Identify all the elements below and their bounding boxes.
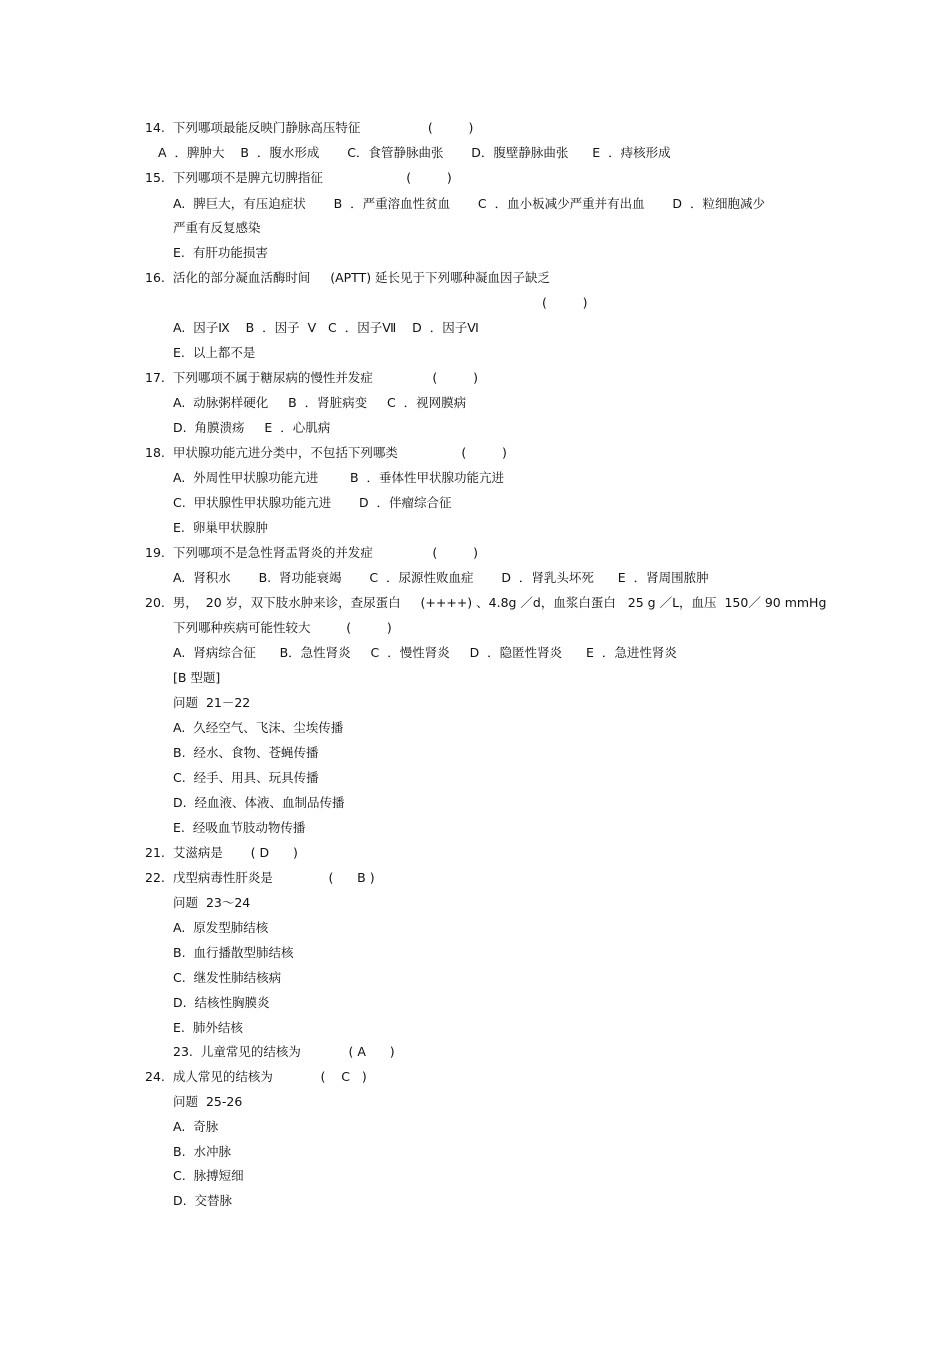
text-line: 14. 下列哪项最能反映门静脉高压特征 ( ) xyxy=(145,120,474,135)
text-line: D. 结核性胸膜炎 xyxy=(173,995,270,1010)
text-line: 16. 活化的部分凝血活酶时间 (APTT) 延长见于下列哪种凝血因子缺乏 xyxy=(145,270,551,285)
text-line: A ．脾肿大 B ．腹水形成 C．食管静脉曲张 D．腹壁静脉曲张 E ．痔核形成 xyxy=(158,145,671,160)
text-line: A. 奇脉 xyxy=(173,1119,219,1134)
text-line: B. 血行播散型肺结核 xyxy=(173,945,294,960)
text-line: A. 外周性甲状腺功能亢进 B ．垂体性甲状腺功能亢进 xyxy=(173,470,505,485)
text-line: C. 继发性肺结核病 xyxy=(173,970,282,985)
text-line: A. 脾巨大，有压迫症状 B ．严重溶血性贫血 C ．血小板减少严重并有出血 D ．粒细胞减少 xyxy=(173,196,765,211)
text-line: B. 水冲脉 xyxy=(173,1144,231,1159)
text-line: D. 角膜溃疡 E ．心肌病 xyxy=(173,420,331,435)
text-line: C. 经手、用具、玩具传播 xyxy=(173,770,319,785)
text-line: A. 原发型肺结核 xyxy=(173,920,269,935)
text-line: E. 经吸血节肢动物传播 xyxy=(173,820,306,835)
text-line: A. 因子Ⅸ B ．因子 V C ．因子Ⅶ D ．因子Ⅵ xyxy=(173,320,479,335)
text-line: 17. 下列哪项不属于糖尿病的慢性并发症 ( ) xyxy=(145,370,478,385)
text-line: A. 久经空气、飞沫、尘埃传播 xyxy=(173,720,344,735)
text-line: A. 肾病综合征 B．急性肾炎 C ．慢性肾炎 D ．隐匿性肾炎 E ．急进性肾炎 xyxy=(173,645,677,660)
text-line: 24. 成人常见的结核为 ( C ) xyxy=(145,1069,367,1084)
text-line: [B 型题] xyxy=(173,670,221,685)
text-line: 21. 艾滋病是 ( D ) xyxy=(145,845,298,860)
text-line: D. 交替脉 xyxy=(173,1193,233,1208)
text-line: B. 经水、食物、苍蝇传播 xyxy=(173,745,319,760)
text-line: E. 以上都不是 xyxy=(173,345,256,360)
text-line: 严重有反复感染 xyxy=(173,220,261,235)
text-line: A. 肾积水 B. 肾功能衰竭 C ．尿源性败血症 D ．肾乳头坏死 E ．肾周围脓肿 xyxy=(173,570,709,585)
text-line: 问题 25-26 xyxy=(173,1094,243,1109)
text-line: 22. 戊型病毒性肝炎是 ( B ) xyxy=(145,870,375,885)
text-line: D. 经血液、体液、血制品传播 xyxy=(173,795,345,810)
text-line: C. 甲状腺性甲状腺功能亢进 D ．伴瘤综合征 xyxy=(173,495,452,510)
text-line: 23. 儿童常见的结核为 ( A ) xyxy=(173,1044,395,1059)
text-line: 问题 21－22 xyxy=(173,695,251,710)
text-line: 下列哪种疾病可能性较大 ( ) xyxy=(173,620,392,635)
text-line: E. 肺外结核 xyxy=(173,1020,243,1035)
text-line: 18. 甲状腺功能亢进分类中，不包括下列哪类 ( ) xyxy=(145,445,507,460)
text-line: A. 动脉粥样硬化 B ．肾脏病变 C ．视网膜病 xyxy=(173,395,467,410)
text-line: 问题 23～24 xyxy=(173,895,251,910)
text-line: C. 脉搏短细 xyxy=(173,1168,244,1183)
text-line: ( ) xyxy=(542,295,588,310)
text-line: E. 有肝功能损害 xyxy=(173,245,268,260)
text-line: 20. 男， 20 岁，双下肢水肿来诊，查尿蛋白 (++++) 、4.8g ／d，血浆白蛋白 25 g ／L，血压 150／ 90 mmHg xyxy=(145,595,827,610)
text-line: 15. 下列哪项不是脾亢切脾指征 ( ) xyxy=(145,170,452,185)
text-line: E. 卵巢甲状腺肿 xyxy=(173,520,268,535)
text-line: 19. 下列哪项不是急性肾盂肾炎的并发症 ( ) xyxy=(145,545,478,560)
